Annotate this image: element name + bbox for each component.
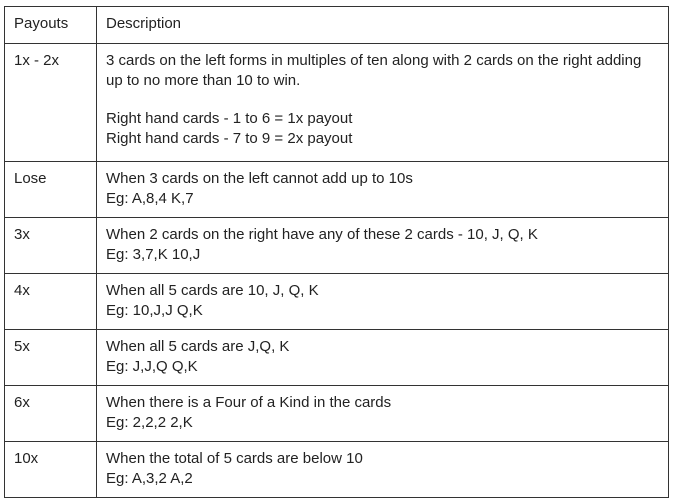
description-cell <box>97 330 669 386</box>
description-line: When 2 cards on the right have any of these 2 cards - 10, J, Q, K <box>106 226 538 243</box>
header-row <box>5 7 669 44</box>
description-cell <box>97 218 669 274</box>
payout-cell: 10x <box>5 442 97 498</box>
payout-cell: 3x <box>5 218 97 274</box>
payout-cell: 4x <box>5 274 97 330</box>
payout-cell: 1x - 2x <box>5 44 97 162</box>
description-line: 3 cards on the left forms in multiples of ten along with 2 cards on the right adding up to no more than 10 to win. <box>106 52 642 89</box>
header-description: Description <box>97 7 669 44</box>
description-cell <box>97 442 669 498</box>
blank-line <box>106 91 659 109</box>
example-line: Eg: 2,2,2 2,K <box>106 414 193 431</box>
payout-cell: 6x <box>5 386 97 442</box>
table-row <box>5 442 669 498</box>
table-row <box>5 330 669 386</box>
table-row <box>5 44 669 162</box>
table-row <box>5 218 669 274</box>
example-line: Eg: A,3,2 A,2 <box>106 470 193 487</box>
description-line: Right hand cards - 1 to 6 = 1x payout <box>106 110 353 127</box>
description-line: Right hand cards - 7 to 9 = 2x payout <box>106 130 353 147</box>
payout-cell: 5x <box>5 330 97 386</box>
description-cell <box>97 162 669 218</box>
payout-cell: Lose <box>5 162 97 218</box>
example-line: Eg: A,8,4 K,7 <box>106 190 194 207</box>
example-line: Eg: 3,7,K 10,J <box>106 246 201 263</box>
description-line: When all 5 cards are 10, J, Q, K <box>106 282 319 299</box>
table-row <box>5 274 669 330</box>
description-cell <box>97 44 669 162</box>
header-payouts: Payouts <box>5 7 97 44</box>
description-line: When all 5 cards are J,Q, K <box>106 338 290 355</box>
payout-table <box>4 6 669 498</box>
example-line: Eg: 10,J,J Q,K <box>106 302 203 319</box>
description-cell <box>97 386 669 442</box>
table-row <box>5 386 669 442</box>
example-line: Eg: J,J,Q Q,K <box>106 358 198 375</box>
description-line: When 3 cards on the left cannot add up to 10s <box>106 170 413 187</box>
description-line: When the total of 5 cards are below 10 <box>106 450 363 467</box>
table-row <box>5 162 669 218</box>
description-cell <box>97 274 669 330</box>
description-line: When there is a Four of a Kind in the cards <box>106 394 392 411</box>
